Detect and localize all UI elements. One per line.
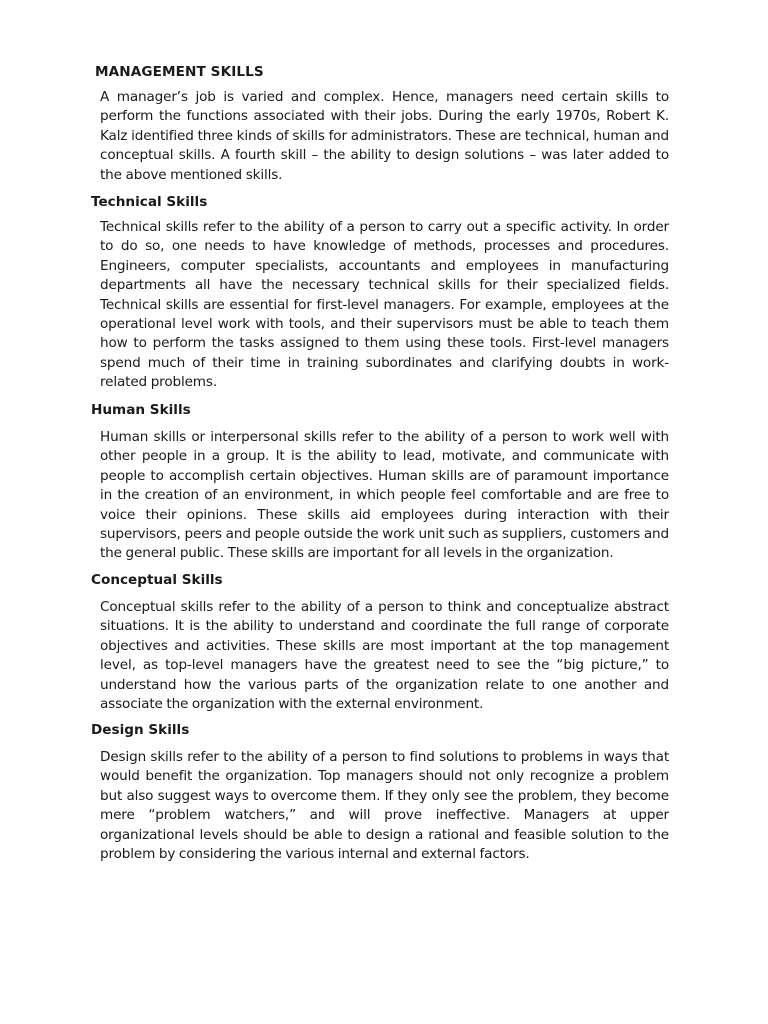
section-body-conceptual: Conceptual skills refer to the ability of a person to think and conceptualize abstract situations. It is the ability to understand and coordinate the full range of corporate objectives and activities. These skills are most important at the top management level, as top-level managers have the greatest need to see the “big picture,” to understand how the various parts of the organization relate to one another and associate the organization with the external environment. (100, 599, 669, 713)
document-title: MANAGEMENT SKILLS (95, 64, 264, 80)
section-body-design: Design skills refer to the ability of a person to find solutions to problems in ways that would benefit the organization. Top managers should not only recognize a problem but also suggest ways to overcome them. If they only see the problem, they become mere “problem watchers,” and will prove ineffective. Managers at upper organizational levels should be able to design a rational and feasible solution to the problem by considering the various internal and external factors. (100, 749, 669, 863)
section-heading-human: Human Skills (91, 402, 191, 418)
section-body-technical: Technical skills refer to the ability of a person to carry out a specific activity. In order to do so, one needs to have knowledge of methods, processes and procedures. Engineers, computer specialists, accountants and employees in manufacturing departments all have the necessary technical skills for their specialized fields. Technical skills are essential for first-level managers. For example, employees at the operational level work with tools, and their supervisors must be able to teach them how to perform the tasks assigned to them using these tools. First-level managers spend much of their time in training subordinates and clarifying doubts in work-related problems. (100, 219, 669, 391)
intro-paragraph: A manager’s job is varied and complex. Hence, managers need certain skills to perform the functions associated with their jobs. During the early 1970s, Robert K. Kalz identified three kinds of skills for administrators. These are technical, human and conceptual skills. A fourth skill – the ability to design solutions – was later added to the above mentioned skills. (100, 89, 669, 183)
section-heading-design: Design Skills (91, 722, 190, 738)
section-heading-conceptual: Conceptual Skills (91, 572, 223, 588)
section-body-human: Human skills or interpersonal skills refer to the ability of a person to work well with other people in a group. It is the ability to lead, motivate, and communicate with people to accomplish certain objectives. Human skills are of paramount importance in the creation of an environment, in which people feel comfortable and are free to voice their opinions. These skills aid employees during interaction with their supervisors, peers and people outside the work unit such as suppliers, customers and the general public. These skills are important for all levels in the organization. (100, 429, 669, 562)
section-heading-technical: Technical Skills (91, 194, 208, 210)
